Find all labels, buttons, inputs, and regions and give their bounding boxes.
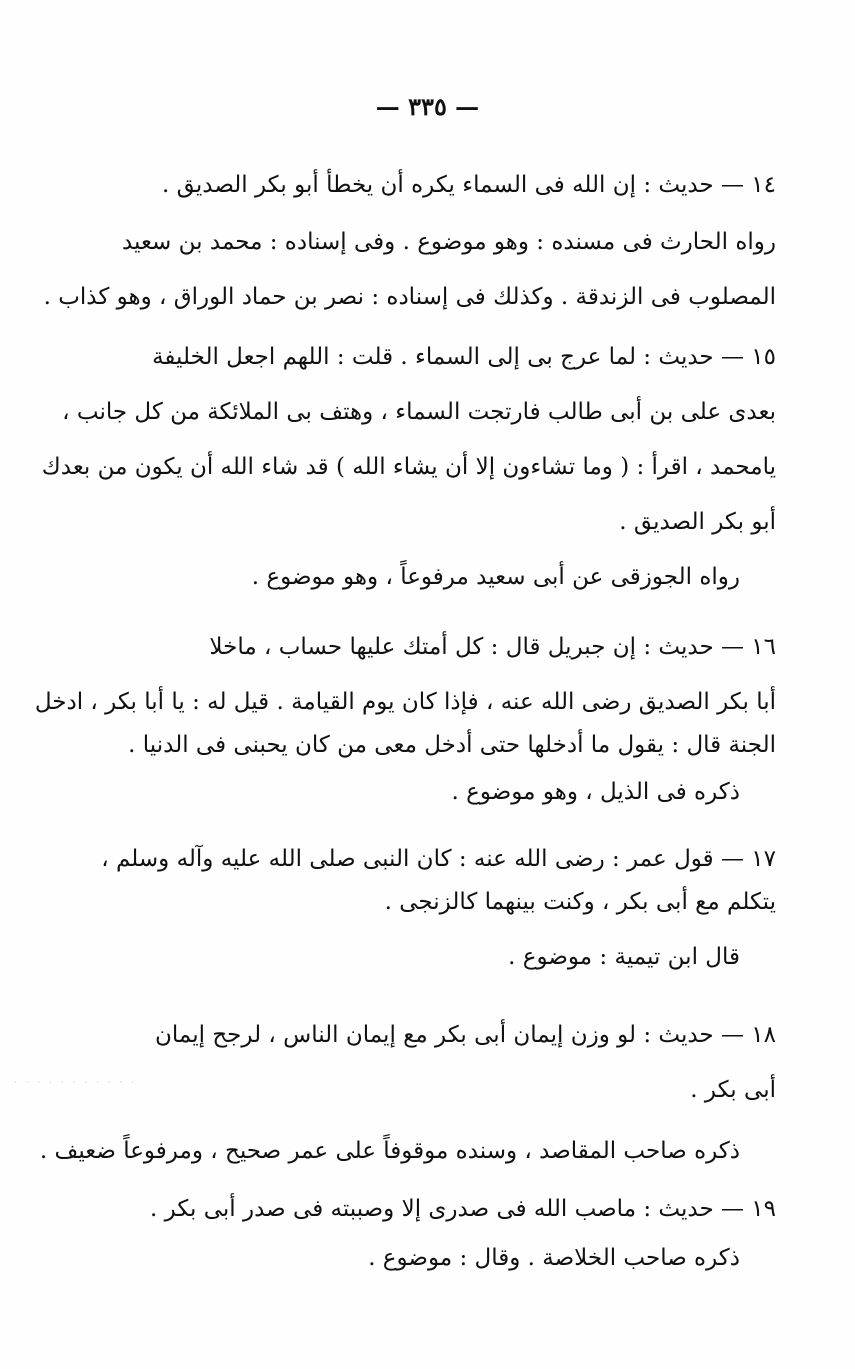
entry-15 xyxy=(41,330,776,605)
entry-line: الجنة قال : يقول ما أدخلها حتى أدخل معى من كان يحبنى فى الدنيا . xyxy=(128,732,776,758)
entry-14 xyxy=(43,158,776,325)
entry-line: ذكره صاحب المقاصد ، وسنده موقوفاً على عمر صحيح ، ومرفوعاً ضعيف . xyxy=(39,1138,740,1164)
entry-line: أبا بكر الصديق رضى الله عنه ، فإذا كان يوم القيامة . قيل له : يا أبا بكر ، ادخل xyxy=(34,689,776,715)
entry-line: ١٤ — حديث : إن الله فى السماء يكره أن يخطأ أبو بكر الصديق . xyxy=(162,172,776,198)
entry-line: المصلوب فى الزندقة . وكذلك فى إسناده : نصر بن حماد الوراق ، وهو كذاب . xyxy=(43,284,776,310)
entry-17 xyxy=(101,832,776,985)
entry-line: ١٨ — حديث : لو وزن إيمان أبى بكر مع إيمان الناس ، لرجح إيمان xyxy=(155,1022,776,1048)
entry-line: أبو بكر الصديق . xyxy=(619,509,776,535)
entry-line: يتكلم مع أبى بكر ، وكنت بينهما كالزنجى . xyxy=(384,889,776,915)
margin-scan-marks: · · · · · · · · · · · xyxy=(14,1078,138,1088)
entry-line: أبى بكر . xyxy=(690,1077,776,1103)
entry-line: بعدى على بن أبى طالب فارتجت السماء ، وهتف بى الملائكة من كل جانب ، xyxy=(62,399,776,425)
entry-line: ١٦ — حديث : إن جبريل قال : كل أمتك عليها حساب ، ماخلا xyxy=(209,634,776,660)
entry-line: قال ابن تيمية : موضوع . xyxy=(508,944,740,970)
entry-line: ١٧ — قول عمر : رضى الله عنه : كان النبى صلى الله عليه وآله وسلم ، xyxy=(101,846,776,872)
entry-line: ١٩ — حديث : ماصب الله فى صدرى إلا وصببته فى صدر أبى بكر . xyxy=(150,1196,776,1222)
entry-line: ذكره فى الذيل ، وهو موضوع . xyxy=(451,779,740,805)
entry-line: يامحمد ، اقرأ : ( وما تشاءون إلا أن يشاء الله ) قد شاء الله أن يكون من بعدك xyxy=(41,454,776,480)
entry-19 xyxy=(136,1182,776,1286)
entry-16 xyxy=(34,620,776,820)
entry-line: رواه الجوزقى عن أبى سعيد مرفوعاً ، وهو موضوع . xyxy=(251,564,740,590)
entry-18 xyxy=(39,1008,776,1179)
entry-line: ذكره صاحب الخلاصة . وقال : موضوع . xyxy=(368,1245,740,1271)
entry-line: رواه الحارث فى مسنده : وهو موضوع . وفى إسناده : محمد بن سعيد xyxy=(121,229,776,255)
entry-line: ١٥ — حديث : لما عرج بى إلى السماء . قلت : اللهم اجعل الخليفة xyxy=(152,344,776,370)
page-number: — ٣٣٥ — xyxy=(375,92,480,121)
